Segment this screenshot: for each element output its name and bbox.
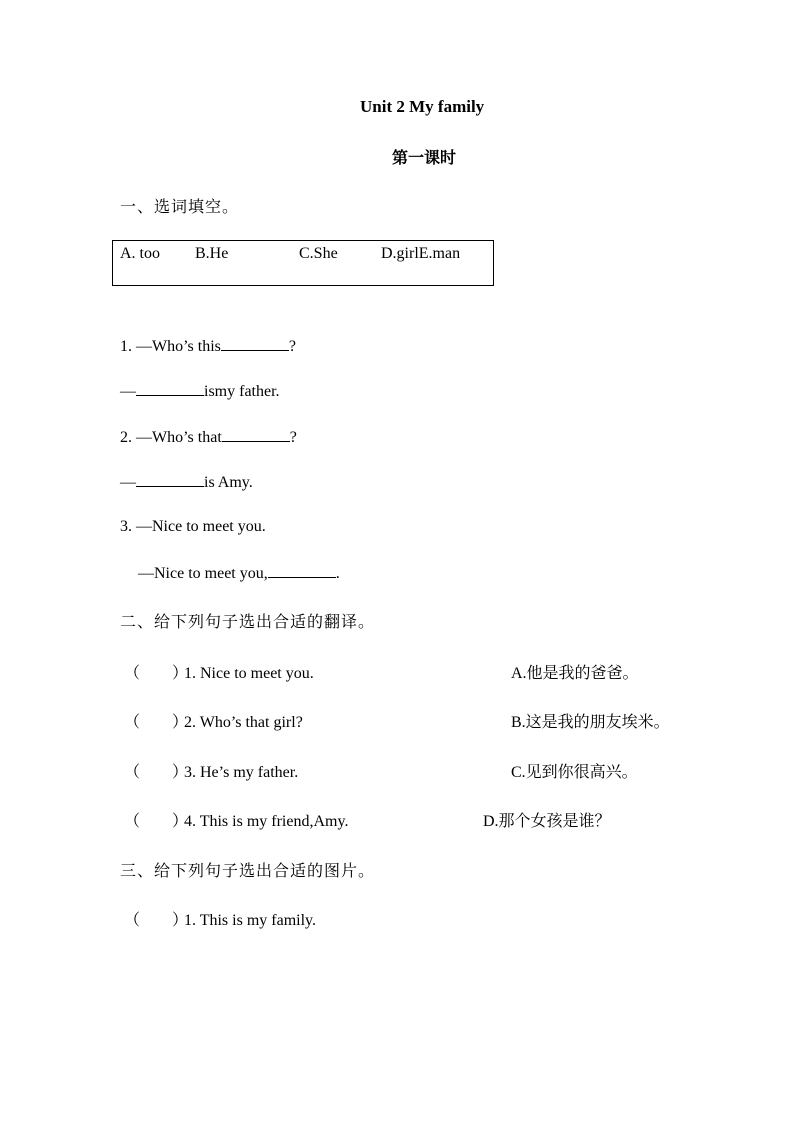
answer-blank[interactable]: [222, 427, 290, 442]
word-option-b: B.He: [195, 245, 229, 262]
translation-option-b: B.这是我的朋友埃米。: [511, 714, 670, 731]
answer-blank[interactable]: [136, 381, 204, 396]
answer-paren-close: ）: [172, 714, 189, 731]
translation-item-1: [124, 660, 314, 683]
word-option-d-e: D.girlE.man: [381, 245, 461, 262]
section3-heading: 三、给下列句子选出合适的图片。: [120, 863, 376, 880]
question-1: [120, 336, 296, 356]
word-option-c: C.She: [299, 245, 338, 262]
translation-item-4: [124, 808, 348, 831]
word-option-a: A. too: [120, 245, 160, 262]
section2-heading: 二、给下列句子选出合适的翻译。: [120, 614, 376, 631]
dash: —: [120, 474, 136, 491]
question-text: 1. —Who’s this: [120, 338, 221, 355]
question-2-reply: [120, 472, 253, 492]
translation-option-d: D.那个女孩是谁？: [483, 813, 611, 830]
answer-paren-close: ）: [172, 912, 189, 929]
reply-text: —Nice to meet you,: [138, 565, 268, 582]
translation-item-2: [124, 709, 303, 732]
question-1-reply: [120, 381, 280, 401]
section1-heading: 一、选词填空。: [120, 199, 240, 216]
picture-item-1: [124, 907, 316, 930]
reply-text: is Amy.: [204, 474, 253, 491]
word-bank-box: [112, 240, 494, 286]
answer-blank[interactable]: [221, 336, 289, 351]
question-text: 3. —Nice to meet you.: [120, 518, 266, 535]
translation-option-a: A.他是我的爸爸。: [511, 665, 639, 682]
answer-blank[interactable]: [136, 472, 204, 487]
page-title: Unit 2 My family: [360, 97, 485, 116]
sentence-text: 1. This is my family.: [184, 912, 316, 929]
sentence-text: 1. Nice to meet you.: [184, 665, 314, 682]
translation-item-3: [124, 759, 298, 782]
question-3: [120, 518, 266, 536]
lesson-subtitle: 第一课时: [392, 150, 457, 167]
answer-blank[interactable]: [268, 563, 336, 578]
answer-paren-open[interactable]: （: [124, 764, 141, 781]
question-text: 2. —Who’s that: [120, 429, 222, 446]
answer-paren-open[interactable]: （: [124, 665, 141, 682]
question-text: ?: [288, 338, 296, 355]
dash: —: [120, 383, 136, 400]
answer-paren-close: ）: [172, 813, 189, 830]
translation-option-c: C.见到你很高兴。: [511, 764, 638, 781]
sentence-text: 2. Who’s that girl?: [184, 714, 303, 731]
reply-text: ismy father.: [204, 383, 280, 400]
answer-paren-open[interactable]: （: [124, 714, 141, 731]
question-2: [120, 427, 297, 447]
sentence-text: 3. He’s my father.: [184, 764, 299, 781]
reply-text: .: [335, 565, 340, 582]
answer-paren-open[interactable]: （: [124, 912, 141, 929]
question-text: ?: [289, 429, 297, 446]
answer-paren-close: ）: [172, 764, 189, 781]
answer-paren-open[interactable]: （: [124, 813, 141, 830]
sentence-text: 4. This is my friend,Amy.: [184, 813, 349, 830]
answer-paren-close: ）: [172, 665, 189, 682]
question-3-reply: [138, 563, 340, 583]
